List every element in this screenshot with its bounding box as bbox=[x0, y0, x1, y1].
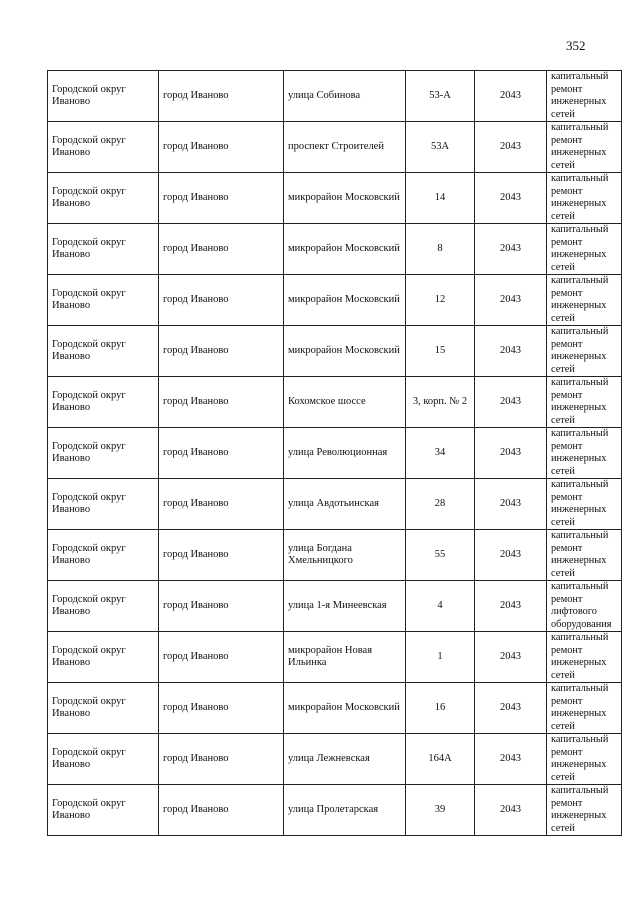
table-row bbox=[48, 632, 622, 683]
street-cell: микрорайон Московский bbox=[284, 224, 406, 275]
table-row bbox=[48, 173, 622, 224]
work-type-cell: капитальный ремонт инженерных сетей bbox=[547, 326, 622, 377]
registry-table bbox=[47, 70, 622, 836]
table-row bbox=[48, 479, 622, 530]
district-cell: Городской округ Иваново bbox=[48, 173, 159, 224]
house-number-cell: 15 bbox=[406, 326, 475, 377]
table-row bbox=[48, 326, 622, 377]
district-cell: Городской округ Иваново bbox=[48, 479, 159, 530]
work-type-cell: капитальный ремонт инженерных сетей bbox=[547, 428, 622, 479]
year-cell: 2043 bbox=[475, 326, 547, 377]
year-cell: 2043 bbox=[475, 173, 547, 224]
year-cell: 2043 bbox=[475, 530, 547, 581]
table-row bbox=[48, 377, 622, 428]
work-type-cell: капитальный ремонт инженерных сетей bbox=[547, 122, 622, 173]
work-type-cell: капитальный ремонт инженерных сетей bbox=[547, 530, 622, 581]
work-type-cell: капитальный ремонт инженерных сетей bbox=[547, 224, 622, 275]
street-cell: проспект Строителей bbox=[284, 122, 406, 173]
street-cell: улица Собинова bbox=[284, 71, 406, 122]
year-cell: 2043 bbox=[475, 581, 547, 632]
table-row bbox=[48, 581, 622, 632]
year-cell: 2043 bbox=[475, 632, 547, 683]
house-number-cell: 53А bbox=[406, 122, 475, 173]
street-cell: микрорайон Московский bbox=[284, 326, 406, 377]
locality-cell: город Иваново bbox=[159, 683, 284, 734]
district-cell: Городской округ Иваново bbox=[48, 275, 159, 326]
house-number-cell: 53-А bbox=[406, 71, 475, 122]
house-number-cell: 3, корп. № 2 bbox=[406, 377, 475, 428]
district-cell: Городской округ Иваново bbox=[48, 581, 159, 632]
locality-cell: город Иваново bbox=[159, 479, 284, 530]
year-cell: 2043 bbox=[475, 428, 547, 479]
year-cell: 2043 bbox=[475, 479, 547, 530]
locality-cell: город Иваново bbox=[159, 275, 284, 326]
street-cell: улица Пролетарская bbox=[284, 785, 406, 836]
work-type-cell: капитальный ремонт инженерных сетей bbox=[547, 275, 622, 326]
locality-cell: город Иваново bbox=[159, 326, 284, 377]
locality-cell: город Иваново bbox=[159, 632, 284, 683]
table-row bbox=[48, 683, 622, 734]
work-type-cell: капитальный ремонт инженерных сетей bbox=[547, 173, 622, 224]
street-cell: микрорайон Московский bbox=[284, 275, 406, 326]
house-number-cell: 4 bbox=[406, 581, 475, 632]
house-number-cell: 12 bbox=[406, 275, 475, 326]
table-row bbox=[48, 785, 622, 836]
table-row bbox=[48, 122, 622, 173]
year-cell: 2043 bbox=[475, 785, 547, 836]
registry-table-body bbox=[48, 71, 622, 836]
year-cell: 2043 bbox=[475, 224, 547, 275]
year-cell: 2043 bbox=[475, 71, 547, 122]
work-type-cell: капитальный ремонт инженерных сетей bbox=[547, 734, 622, 785]
table-row bbox=[48, 275, 622, 326]
locality-cell: город Иваново bbox=[159, 224, 284, 275]
district-cell: Городской округ Иваново bbox=[48, 326, 159, 377]
house-number-cell: 34 bbox=[406, 428, 475, 479]
house-number-cell: 55 bbox=[406, 530, 475, 581]
work-type-cell: капитальный ремонт инженерных сетей bbox=[547, 632, 622, 683]
table-row bbox=[48, 224, 622, 275]
street-cell: улица Авдотьинская bbox=[284, 479, 406, 530]
street-cell: Кохомское шоссе bbox=[284, 377, 406, 428]
page-number: 352 bbox=[566, 38, 586, 53]
work-type-cell: капитальный ремонт инженерных сетей bbox=[547, 377, 622, 428]
street-cell: микрорайон Новая Ильинка bbox=[284, 632, 406, 683]
district-cell: Городской округ Иваново bbox=[48, 428, 159, 479]
year-cell: 2043 bbox=[475, 122, 547, 173]
table-row bbox=[48, 71, 622, 122]
house-number-cell: 16 bbox=[406, 683, 475, 734]
locality-cell: город Иваново bbox=[159, 530, 284, 581]
locality-cell: город Иваново bbox=[159, 581, 284, 632]
locality-cell: город Иваново bbox=[159, 173, 284, 224]
work-type-cell: капитальный ремонт инженерных сетей bbox=[547, 71, 622, 122]
district-cell: Городской округ Иваново bbox=[48, 122, 159, 173]
table-row bbox=[48, 734, 622, 785]
house-number-cell: 14 bbox=[406, 173, 475, 224]
street-cell: микрорайон Московский bbox=[284, 173, 406, 224]
work-type-cell: капитальный ремонт инженерных сетей bbox=[547, 683, 622, 734]
locality-cell: город Иваново bbox=[159, 428, 284, 479]
district-cell: Городской округ Иваново bbox=[48, 683, 159, 734]
work-type-cell: капитальный ремонт инженерных сетей bbox=[547, 785, 622, 836]
district-cell: Городской округ Иваново bbox=[48, 734, 159, 785]
house-number-cell: 1 bbox=[406, 632, 475, 683]
year-cell: 2043 bbox=[475, 734, 547, 785]
house-number-cell: 8 bbox=[406, 224, 475, 275]
house-number-cell: 28 bbox=[406, 479, 475, 530]
street-cell: микрорайон Московский bbox=[284, 683, 406, 734]
house-number-cell: 164А bbox=[406, 734, 475, 785]
year-cell: 2043 bbox=[475, 377, 547, 428]
street-cell: улица Богдана Хмельницкого bbox=[284, 530, 406, 581]
district-cell: Городской округ Иваново bbox=[48, 377, 159, 428]
locality-cell: город Иваново bbox=[159, 122, 284, 173]
street-cell: улица 1-я Минеевская bbox=[284, 581, 406, 632]
table-row bbox=[48, 428, 622, 479]
district-cell: Городской округ Иваново bbox=[48, 530, 159, 581]
district-cell: Городской округ Иваново bbox=[48, 224, 159, 275]
locality-cell: город Иваново bbox=[159, 785, 284, 836]
year-cell: 2043 bbox=[475, 683, 547, 734]
table-row bbox=[48, 530, 622, 581]
locality-cell: город Иваново bbox=[159, 377, 284, 428]
district-cell: Городской округ Иваново bbox=[48, 71, 159, 122]
street-cell: улица Лежневская bbox=[284, 734, 406, 785]
locality-cell: город Иваново bbox=[159, 734, 284, 785]
district-cell: Городской округ Иваново bbox=[48, 785, 159, 836]
district-cell: Городской округ Иваново bbox=[48, 632, 159, 683]
house-number-cell: 39 bbox=[406, 785, 475, 836]
street-cell: улица Революционная bbox=[284, 428, 406, 479]
locality-cell: город Иваново bbox=[159, 71, 284, 122]
year-cell: 2043 bbox=[475, 275, 547, 326]
work-type-cell: капитальный ремонт лифтового оборудования bbox=[547, 581, 622, 632]
work-type-cell: капитальный ремонт инженерных сетей bbox=[547, 479, 622, 530]
